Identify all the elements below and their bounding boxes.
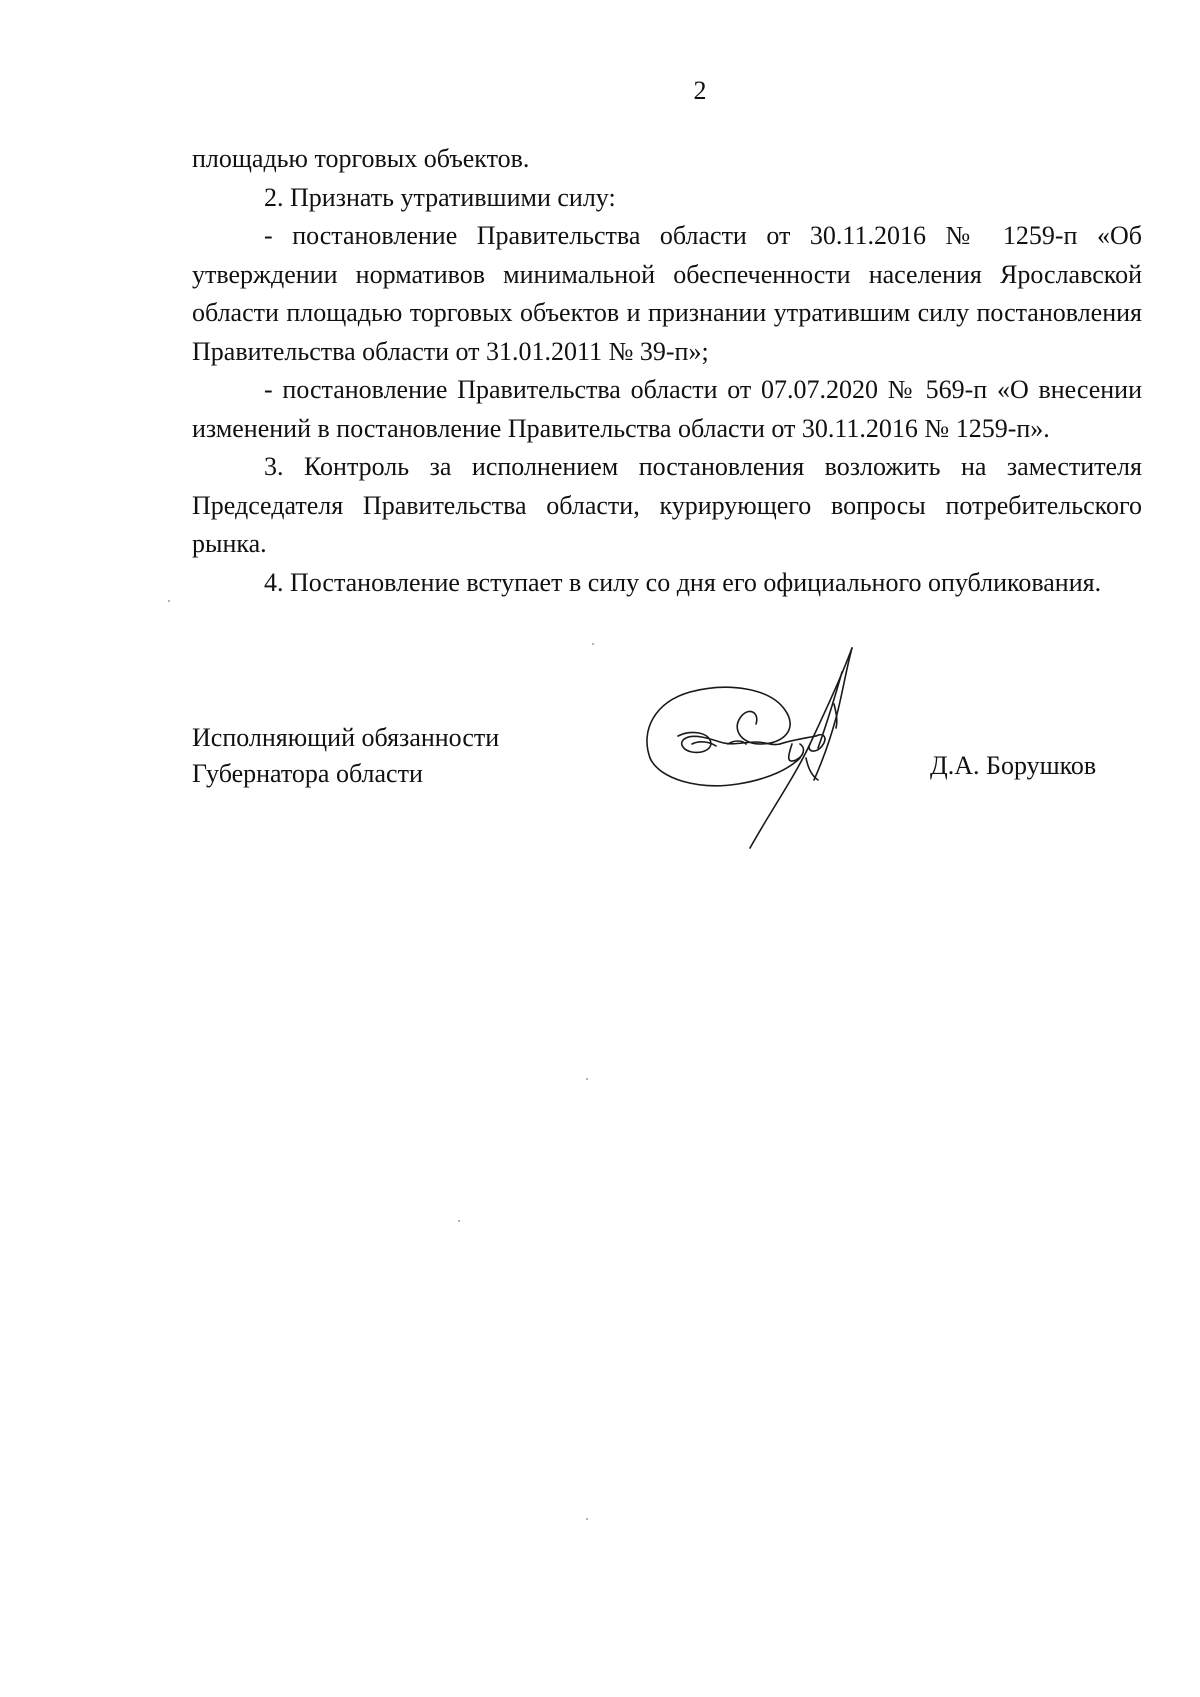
- scan-speck: [168, 600, 170, 602]
- paragraph-item-2: 2. Признать утратившими силу:: [264, 182, 616, 212]
- scan-speck: [586, 1518, 588, 1520]
- page-number: 2: [693, 76, 707, 105]
- scan-speck: [586, 1078, 588, 1080]
- paragraph-item-3: 3. Контроль за исполнением постановления возложить на заместителя Председателя Правительства области, курирующего вопросы потребительского рынка.: [192, 452, 1142, 558]
- scan-speck: [592, 643, 594, 645]
- paragraph-continuation: площадью торговых объектов.: [192, 144, 530, 173]
- position-line-1: Исполняющий обязанности: [192, 723, 500, 752]
- handwritten-signature: [620, 640, 920, 860]
- scan-speck: [458, 1220, 460, 1222]
- signer-name: Д.А. Борушков: [930, 751, 1097, 780]
- paragraph-repealed-2: - постановление Правительства области от 07.07.2020 № 569-п «О внесении изменений в постановление Правительства области от 30.11.2016 № 1259-п».: [192, 375, 1142, 443]
- document-body: [192, 140, 1142, 602]
- paragraph-repealed-1: - постановление Правительства области от 30.11.2016 № 1259-п «Об утверждении нормативов минимальной обеспеченности населения Ярославской области площадью торговых объектов и признании утратившим силу постановления Правительства области от 31.01.2011 № 39-п»;: [192, 221, 1142, 366]
- position-line-2: Губернатора области: [192, 759, 423, 788]
- signatory-position: [192, 720, 499, 792]
- paragraph-item-4: 4. Постановление вступает в силу со дня его официального опубликования.: [264, 567, 1102, 597]
